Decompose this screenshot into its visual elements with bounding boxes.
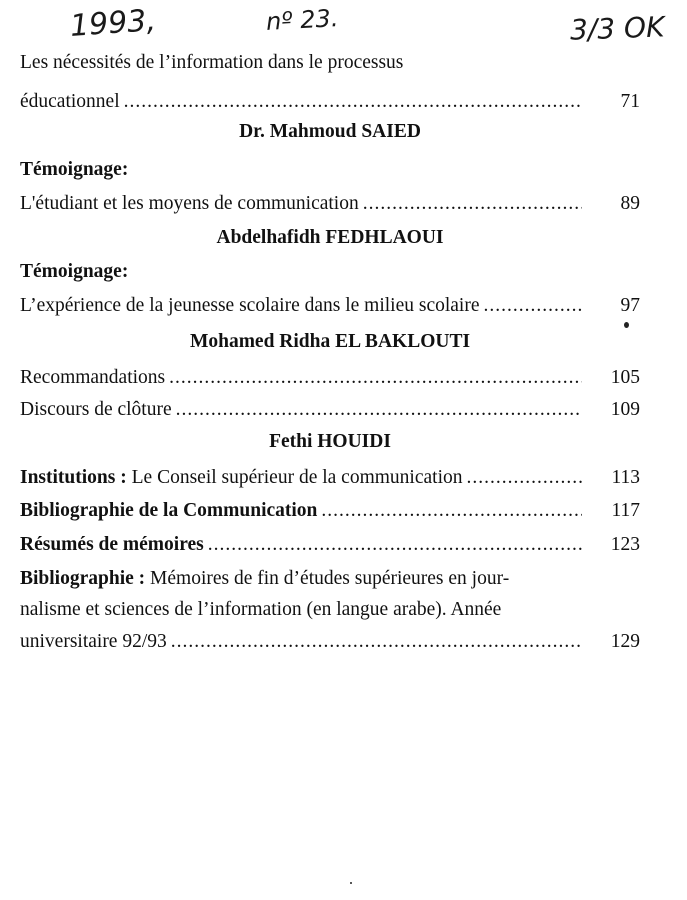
toc-entry bbox=[20, 188, 640, 220]
page-number: 89 bbox=[620, 193, 640, 214]
toc-entry bbox=[20, 462, 640, 494]
toc-title: Résumés de mémoires bbox=[20, 534, 204, 555]
toc-title: Les nécessités de l’information dans le processus bbox=[20, 52, 404, 73]
leader-dots bbox=[176, 394, 582, 426]
scan-speck bbox=[624, 322, 629, 328]
handwritten-year: 1993, bbox=[68, 3, 158, 44]
toc-title bbox=[20, 462, 463, 494]
page-number: 105 bbox=[610, 367, 640, 388]
leader-dots bbox=[208, 529, 582, 561]
toc-title: L’expérience de la jeunesse scolaire dans le milieu scolaire bbox=[20, 295, 480, 316]
toc-entry bbox=[20, 529, 640, 561]
author-name: Dr. Mahmoud SAIED bbox=[239, 121, 421, 142]
page-number: 117 bbox=[611, 500, 640, 521]
scan-speck bbox=[350, 882, 352, 884]
toc-line bbox=[20, 594, 640, 626]
toc-entry bbox=[20, 495, 640, 527]
toc-title: éducationnel bbox=[20, 91, 120, 112]
toc-title-text: nalisme et sciences de l’information (en langue arabe). Année bbox=[20, 599, 502, 620]
leader-dots bbox=[467, 462, 583, 494]
leader-dots bbox=[124, 86, 582, 118]
page-number: 113 bbox=[611, 467, 640, 488]
toc-title: Bibliographie de la Communication bbox=[20, 500, 318, 521]
page-number: 97 bbox=[620, 295, 640, 316]
handwritten-check-mark: 3/3 OK bbox=[569, 10, 665, 47]
toc-entry bbox=[20, 362, 640, 394]
leader-dots bbox=[363, 188, 582, 220]
author-name: Fethi HOUIDI bbox=[269, 431, 391, 452]
toc-entry bbox=[20, 86, 640, 118]
toc-bold-label: Institutions : bbox=[20, 467, 127, 488]
leader-dots bbox=[171, 626, 582, 658]
author-name: Mohamed Ridha EL BAKLOUTI bbox=[189, 331, 471, 352]
toc-line bbox=[20, 563, 640, 595]
leader-dots bbox=[484, 290, 583, 322]
toc-line bbox=[20, 47, 640, 79]
toc-entry bbox=[20, 394, 640, 426]
toc-title: Recommandations bbox=[20, 367, 166, 388]
toc-title: L'étudiant et les moyens de communication bbox=[20, 193, 359, 214]
handwritten-issue-number: nº 23. bbox=[265, 4, 340, 36]
toc-entry bbox=[20, 626, 640, 658]
page-number: 109 bbox=[610, 399, 640, 420]
leader-dots bbox=[321, 495, 582, 527]
toc-title: universitaire 92/93 bbox=[20, 631, 167, 652]
toc-entry bbox=[20, 290, 640, 322]
page-number: 129 bbox=[610, 631, 640, 652]
toc-title-text: Le Conseil supérieur de la communication bbox=[126, 467, 463, 488]
author-name: Abdelhafidh FEDHLAOUI bbox=[216, 227, 444, 248]
toc-title: Discours de clôture bbox=[20, 399, 172, 420]
section-label: Témoignage: bbox=[20, 159, 129, 180]
section-label: Témoignage: bbox=[20, 261, 129, 282]
leader-dots bbox=[169, 362, 582, 394]
toc-title-text: Mémoires de fin d’études supérieures en jour- bbox=[145, 568, 510, 589]
page-number: 71 bbox=[620, 91, 640, 112]
page-number: 123 bbox=[610, 534, 640, 555]
toc-bold-label: Bibliographie : bbox=[20, 568, 146, 589]
